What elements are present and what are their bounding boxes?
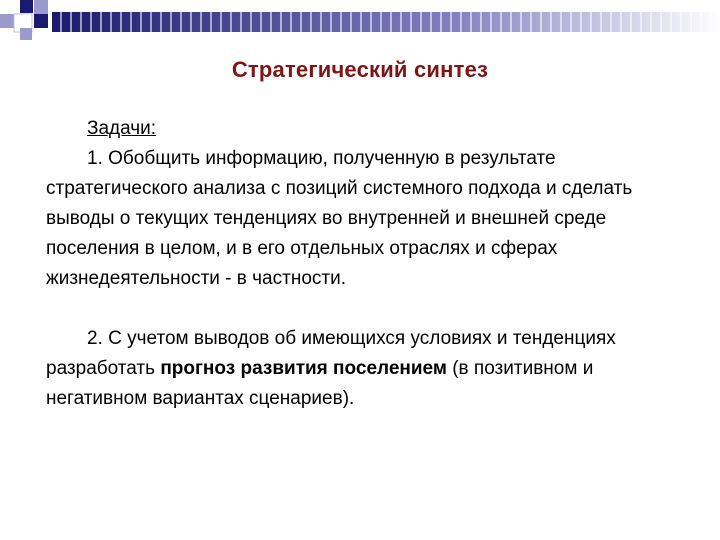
- slide-body: [46, 114, 686, 414]
- decor-square: [20, 28, 32, 40]
- tasks-heading: Задачи:: [87, 118, 157, 139]
- decor-square: [34, 0, 48, 14]
- decor-square: [0, 14, 14, 28]
- task-1: 1. Обобщить информацию, полученную в результате стратегического анализа с позиций системного подхода и сделать выводы о текущих тенденциях во внутренней и внешней среде поселения в целом, и в его отдельных отраслях и сферах жизнедеятельности - в частности.: [46, 148, 633, 289]
- decor-square: [20, 0, 33, 13]
- gradient-header-bar: [52, 12, 720, 32]
- task-2: 2. С учетом выводов об имеющихся условиях и тенденциях разработать прогноз развития поселением (в позитивном и негативном вариантах сценариев).: [46, 328, 616, 409]
- task-2-emphasis: прогноз развития поселением: [160, 358, 447, 379]
- paragraph-gap: [46, 294, 686, 324]
- decor-square: [34, 14, 48, 28]
- slide-title: Стратегический синтез: [231, 57, 489, 82]
